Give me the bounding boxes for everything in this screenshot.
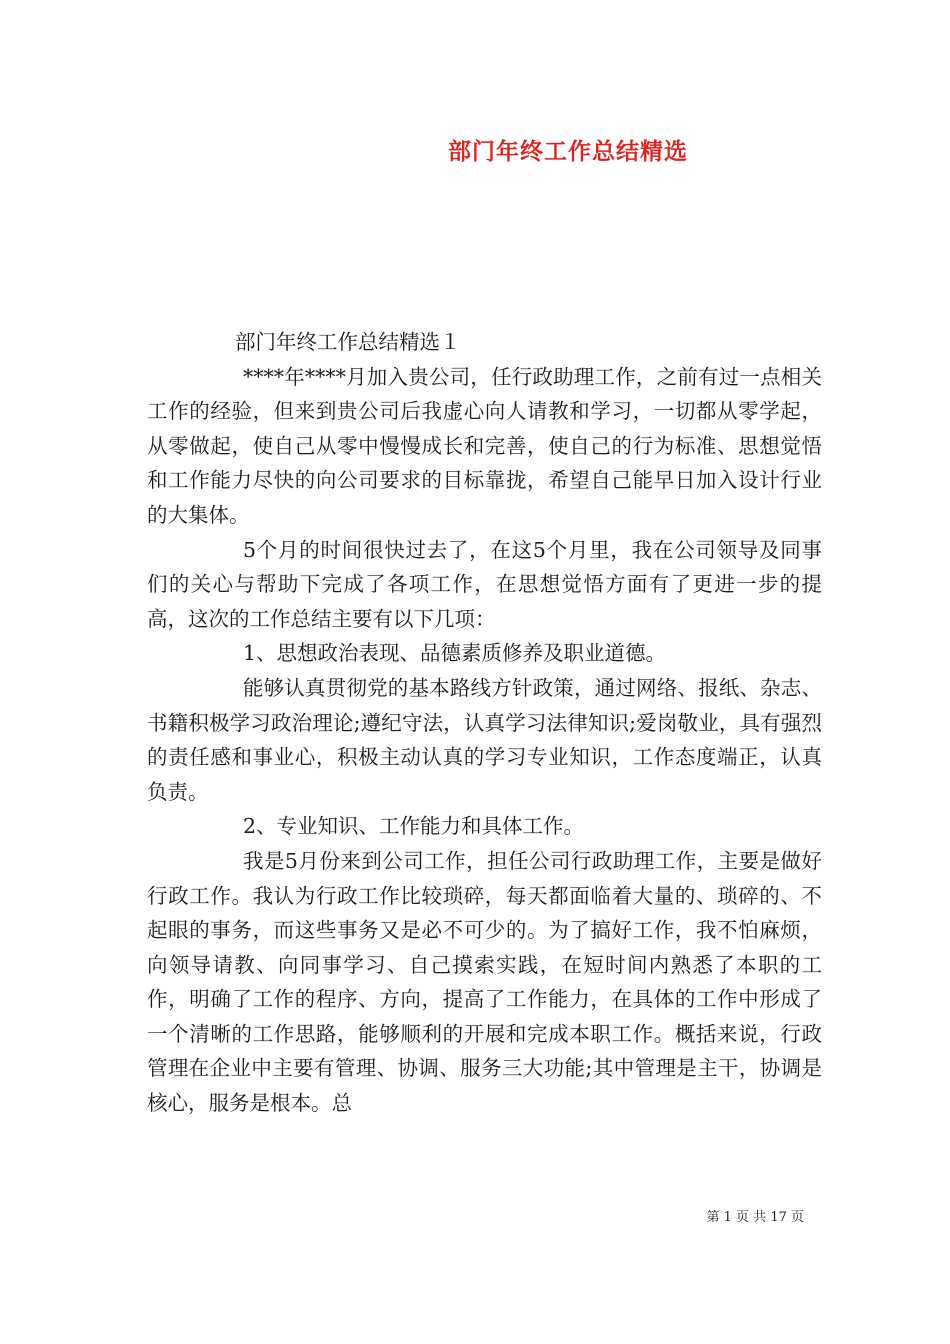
item-2-heading: 2、专业知识、工作能力和具体工作。 xyxy=(243,814,585,839)
document-title: 部门年终工作总结精选 xyxy=(448,138,688,165)
paragraph-4: 我是5月份来到公司工作，担任公司行政助理工作，主要是做好行政工作。我认为行政工作比较琐碎，每天都面临着大量的、琐碎的、不起眼的事务，而这些事务又是必不可少的。为了搞好工作，我不怕麻烦，向领导请教、向同事学习、自己摸索实践，在短时间内熟悉了本职的工作，明确了工作的程序、方向，提高了工作能力，在具体的工作中形成了一个清晰的工作思路，能够顺利的开展和完成本职工作。概括来说，行政管理在企业中主要有管理、协调、服务三大功能;其中管理是主干，协调是核心，服务是根本。总 xyxy=(147,848,822,1116)
section-subtitle: 部门年终工作总结精选１ xyxy=(235,330,461,354)
page-number-footer: 第 1 页 共 17 页 xyxy=(706,1210,804,1225)
paragraph-1: ****年****月加入贵公司，任行政助理工作，之前有过一点相关工作的经验，但来到贵公司后我虚心向人请教和学习，一切都从零学起，从零做起，使自己从零中慢慢成长和完善，使自己的行为标准、思想觉悟和工作能力尽快的向公司要求的目标靠拢，希望自己能早日加入设计行业的大集体。 xyxy=(147,364,822,527)
paragraph-2: 5个月的时间很快过去了，在这5个月里，我在公司领导及同事们的关心与帮助下完成了各项工作，在思想觉悟方面有了更进一步的提高，这次的工作总结主要有以下几项： xyxy=(147,537,822,631)
document-body xyxy=(147,325,822,1121)
item-1-heading: 1、思想政治表现、品德素质修养及职业道德。 xyxy=(243,641,667,666)
paragraph-3: 能够认真贯彻党的基本路线方针政策，通过网络、报纸、杂志、书籍积极学习政治理论;遵纪守法，认真学习法律知识;爱岗敬业，具有强烈的责任感和事业心，积极主动认真的学习专业知识，工作态度端正，认真负责。 xyxy=(147,675,822,804)
